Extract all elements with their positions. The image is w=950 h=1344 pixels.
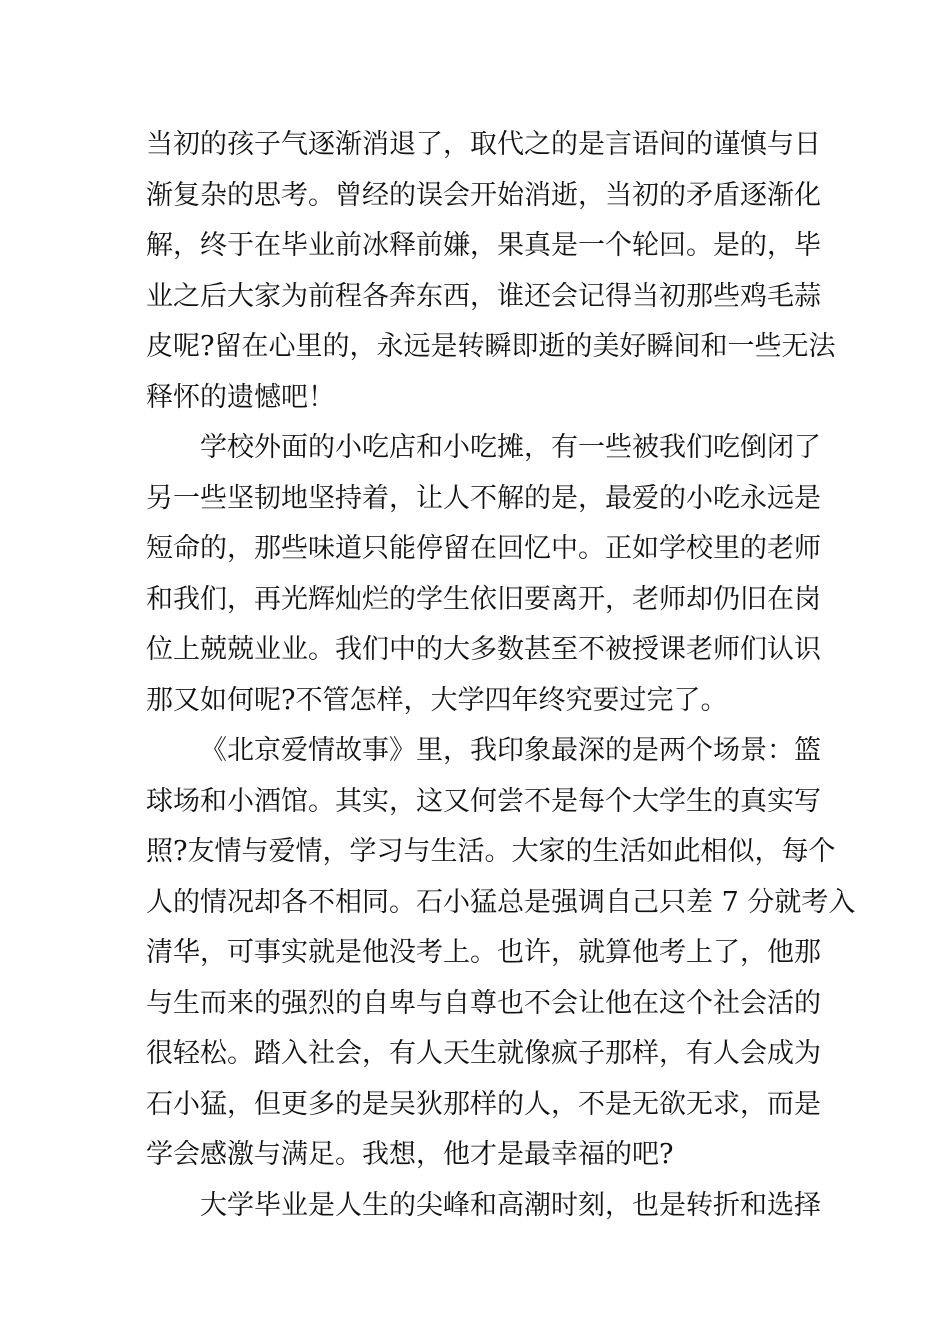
text-line: 另一些坚韧地坚持着，让人不解的是，最爱的小吃永远是 (146, 482, 821, 514)
paragraph-4 (146, 1181, 821, 1232)
paragraph-3 (146, 726, 856, 1181)
text-line: 球场和小酒馆。其实，这又何尝不是每个大学生的真实写 (146, 785, 821, 817)
text-line: 解，终于在毕业前冰释前嫌，果真是一个轮回。是的，毕 (146, 230, 821, 261)
text-line: 业之后大家为前程各奔东西，谁还会记得当初那些鸡毛蒜 (146, 280, 821, 312)
text-line: 渐复杂的思考。曾经的误会开始消逝，当初的矛盾逐渐化 (146, 179, 821, 211)
text-line: 和我们，再光辉灿烂的学生依旧要离开，老师却仍旧在岗 (146, 583, 821, 615)
text-line: 学校外面的小吃店和小吃摊，有一些被我们吃倒闭了 (200, 432, 821, 463)
text-line: 石小猛，但更多的是吴狄那样的人，不是无欲无求，而是 (146, 1088, 821, 1120)
paragraph-1 (146, 120, 836, 423)
text-line: 很轻松。踏入社会，有人天生就像疯子那样，有人会成为 (146, 1038, 821, 1069)
text-line: 大学毕业是人生的尖峰和高潮时刻，也是转折和选择 (200, 1189, 821, 1221)
text-line: 与生而来的强烈的自卑与自尊也不会让他在这个社会活的 (146, 987, 821, 1019)
text-line: 照?友情与爱情，学习与生活。大家的生活如此相似，每个 (146, 836, 836, 867)
text-line: 人的情况却各不相同。石小猛总是强调自己只差 7 分就考入 (146, 886, 856, 918)
text-line: 当初的孩子气逐渐消退了，取代之的是言语间的谨慎与日 (146, 129, 821, 160)
text-line: 《北京爱情故事》里，我印象最深的是两个场景：篮 (200, 735, 821, 766)
text-line: 位上兢兢业业。我们中的大多数甚至不被授课老师们认识 (146, 634, 821, 665)
text-line: 清华，可事实就是他没考上。也许，就算他考上了，他那 (146, 937, 821, 968)
document-page (146, 120, 856, 1231)
text-line: 释怀的遗憾吧！ (146, 381, 335, 413)
text-line: 皮呢?留在心里的，永远是转瞬即逝的美好瞬间和一些无法 (146, 331, 836, 362)
paragraph-2 (146, 423, 821, 726)
text-line: 短命的，那些味道只能停留在回忆中。正如学校里的老师 (146, 533, 821, 564)
text-line: 学会感激与满足。我想，他才是最幸福的吧? (146, 1139, 674, 1170)
text-line: 那又如何呢?不管怎样，大学四年终究要过完了。 (146, 684, 728, 716)
